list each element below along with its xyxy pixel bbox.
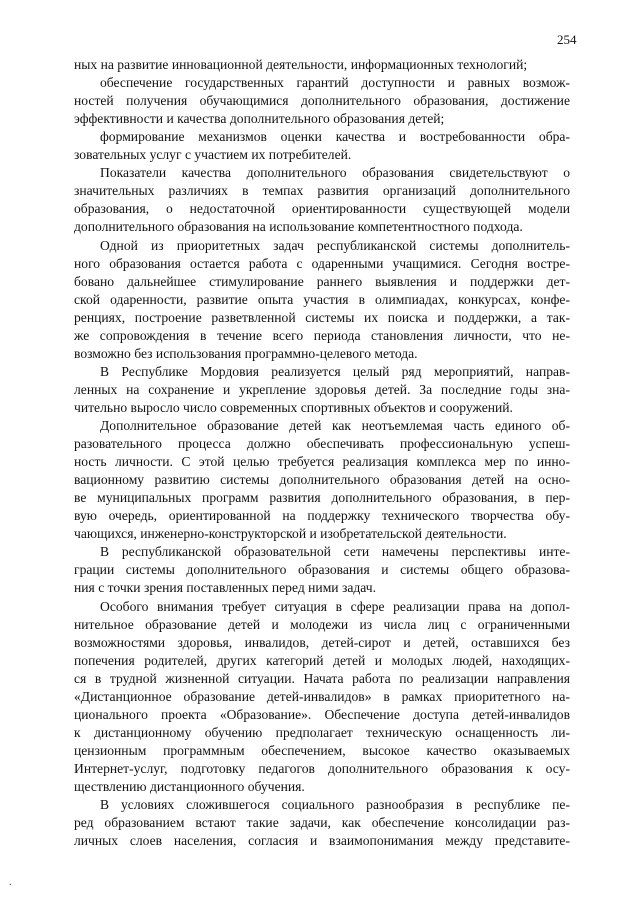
text-line: В республиканской образовательной сети намечены перспективы инте- — [100, 544, 570, 560]
text-line: В Республике Мордовия реализуется целый ряд мероприятий, направ- — [100, 363, 570, 379]
text-line: «Дистанционное образование детей-инвалидов» в рамках приоритетного на- — [74, 688, 570, 704]
text-line: ся в трудной жизненной ситуации. Начата работа по реализации направления — [74, 670, 570, 686]
text-line: цензионным программным обеспечением, высокое качество оказываемых — [74, 742, 570, 758]
text-line: к дистанционному обучению предполагает техническую оснащенность ли- — [74, 724, 570, 740]
text-line: ве муниципальных программ развития дополнительного образования, в пер- — [74, 490, 570, 506]
text-line: Показатели качества дополнительного образования свидетельствуют о — [100, 165, 570, 181]
text-line: Особого внимания требует ситуация в сфере реализации права на допол- — [100, 598, 570, 614]
text-line: эффективности и качества дополнительного образования детей; — [74, 111, 445, 127]
text-line: зовательных услуг с участием их потребителей. — [74, 147, 352, 163]
text-line: вую очередь, ориентированной на поддержку технического творчества обу- — [74, 508, 570, 524]
text-line: ных на развитие инновационной деятельности, информационных технологий; — [74, 57, 528, 72]
text-line: разовательного процесса должно обеспечивать профессиональную успеш- — [74, 436, 570, 452]
text-line: бовано дальнейшее стимулирование раннего выявления и поддержки дет- — [74, 273, 570, 289]
text-line: Дополнительное образование детей как неотъемлемая часть единого об- — [100, 418, 570, 433]
text-line: ность личности. С этой целью требуется реализация комплекса мер по инно- — [74, 454, 570, 470]
text-line: ской одаренности, развитие опыта участия в олимпиадах, конкурсах, конфе- — [74, 291, 570, 307]
text-line: ренциях, построение разветвленной системы их поиска и поддержки, а так- — [74, 309, 570, 325]
text-line: Интернет-услуг, подготовку педагогов дополнительного образования к осу- — [74, 760, 570, 776]
text-line: значительных различиях в темпах развития организаций дополнительного — [74, 183, 570, 199]
text-line: личных слоев населения, согласия и взаимопонимания между представите- — [74, 833, 570, 849]
text-line: вационному развитию системы дополнительного образования детей на осно- — [74, 472, 570, 488]
text-line: попечения родителей, других категорий детей и молодых людей, находящих- — [74, 652, 570, 668]
text-line: ленных на сохранение и укрепление здоровья детей. За последние годы зна- — [74, 381, 570, 397]
text-line: возможностями здоровья, инвалидов, детей-сирот и детей, оставшихся без — [74, 634, 570, 650]
text-line: ред образованием встают такие задачи, как обеспечение консолидации раз- — [74, 815, 570, 831]
margin-mark: . — [9, 877, 12, 888]
text-line: формирование механизмов оценки качества и востребованности обра- — [100, 129, 570, 145]
text-line: Одной из приоритетных задач республиканской системы дополнитель- — [100, 237, 570, 253]
text-line: ного образования остается работа с одаренными учащимися. Сегодня востре- — [74, 255, 570, 271]
text-line: чающихся, инженерно-конструкторской и изобретательской деятельности. — [74, 526, 507, 542]
text-line: нительное образование детей и молодежи из числа лиц с ограниченными — [74, 616, 570, 632]
text-line: В условиях сложившегося социального разнообразия в республике пе- — [100, 797, 570, 813]
text-line: чительно выросло число современных спортивных объектов и сооружений. — [74, 399, 513, 415]
text-line: ностей получения обучающимися дополнительного образования, достижение — [74, 93, 570, 109]
text-line: ционального проекта «Образование». Обеспечение доступа детей-инвалидов — [74, 706, 570, 722]
text-line: ния с точки зрения поставленных перед ними задач. — [74, 580, 377, 596]
text-line: грации системы дополнительного образования и системы общего образова- — [74, 562, 570, 578]
text-line: возможно без использования программно-целевого метода. — [74, 345, 418, 361]
page-number: 254 — [557, 32, 577, 47]
text-line: образования, о недостаточной ориентированности существующей модели — [74, 201, 570, 217]
text-line: дополнительного образования на использование компетентностного подхода. — [74, 219, 523, 235]
text-line: обеспечение государственных гарантий доступности и равных возмож- — [100, 75, 570, 91]
text-line: ществлению дистанционного обучения. — [74, 779, 305, 794]
text-line: же сопровождения в течение всего периода становления личности, что не- — [74, 327, 570, 343]
